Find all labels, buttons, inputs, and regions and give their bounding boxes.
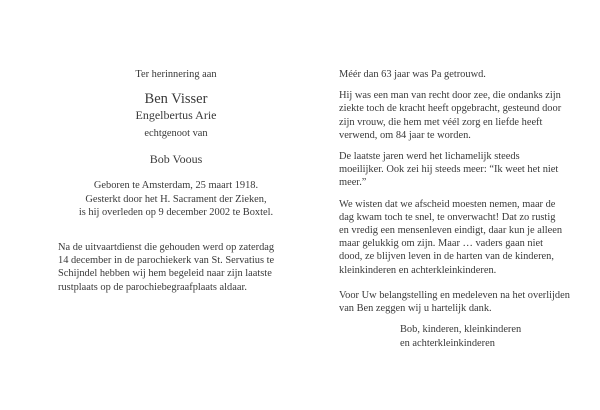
service-line: Na de uitvaartdienst die gehouden werd op zaterdag [58, 242, 275, 254]
in-memory-heading: Ter herinnering aan [135, 69, 217, 80]
thanks-line: van Ben zeggen wij u hartelijk dank. [339, 303, 492, 315]
paragraph-line: dag kwam toch te snel, te onverwacht! Dat zo rustig [339, 211, 556, 223]
thanks-line: Voor Uw belangstelling en medeleven na het overlijden [339, 290, 570, 301]
signoff-line: Bob, kinderen, kleinkinderen [400, 324, 522, 335]
spouse-label: echtgenoot van [144, 128, 208, 140]
paragraph-line: moeilijker. Ook zei hij steeds meer: “Ik weet het niet [339, 164, 559, 176]
deceased-full-names: Engelbertus Arie [135, 108, 217, 123]
deceased-name: Ben Visser [144, 91, 208, 108]
sacrament-line: Gesterkt door het H. Sacrament der Zieken, [85, 193, 267, 205]
funeral-service-text [58, 241, 294, 294]
paragraph-line: De laatste jaren werd het lichamelijk steeds [339, 151, 520, 163]
service-line: 14 december in de parochiekerk van St. Servatius te [58, 255, 275, 267]
married-line: Méér dan 63 jaar was Pa getrouwd. [339, 69, 486, 80]
birth-death-block [58, 179, 294, 219]
signoff-line: en achterkleinkinderen [400, 337, 495, 349]
tribute-paragraph-3 [339, 198, 583, 277]
service-line: rustplaats op de parochiebegraafplaats aldaar. [58, 281, 247, 293]
thanks-text [339, 289, 583, 315]
left-panel [58, 68, 294, 294]
paragraph-line: meer.” [339, 177, 367, 189]
family-signoff [400, 323, 580, 350]
paragraph-line: en vredig een mensenleven eindigt, daar kun je alleen [339, 225, 563, 237]
paragraph-line: Hij was een man van recht door zee, die ondanks zijn [339, 90, 561, 102]
tribute-paragraph-1 [339, 89, 583, 142]
paragraph-line: kleinkinderen en achterkleinkinderen. [339, 264, 497, 276]
paragraph-line: ziekte toch de kracht heeft opgebracht, gesteund door [339, 103, 562, 115]
paragraph-line: verwend, om 84 jaar te worden. [339, 129, 471, 141]
service-line: Schijndel hebben wij hem begeleid naar zijn laatste [58, 268, 272, 280]
tribute-paragraph-2 [339, 150, 583, 190]
death-line: is hij overleden op 9 december 2002 te Boxtel. [78, 206, 274, 218]
spouse-name: Bob Voous [149, 152, 203, 167]
paragraph-line: We wisten dat we afscheid moesten nemen, maar de [339, 198, 556, 210]
paragraph-line: maar gelukkig om zijn. Maar … vaders gaan niet [339, 238, 543, 250]
birth-line: Geboren te Amsterdam, 25 maart 1918. [93, 180, 259, 192]
paragraph-line: zijn vrouw, die hem met véél zorg en liefde heeft [339, 116, 543, 128]
paragraph-line: dood, ze blijven leven in de harten van de kinderen, [339, 251, 554, 263]
right-panel [339, 68, 583, 285]
